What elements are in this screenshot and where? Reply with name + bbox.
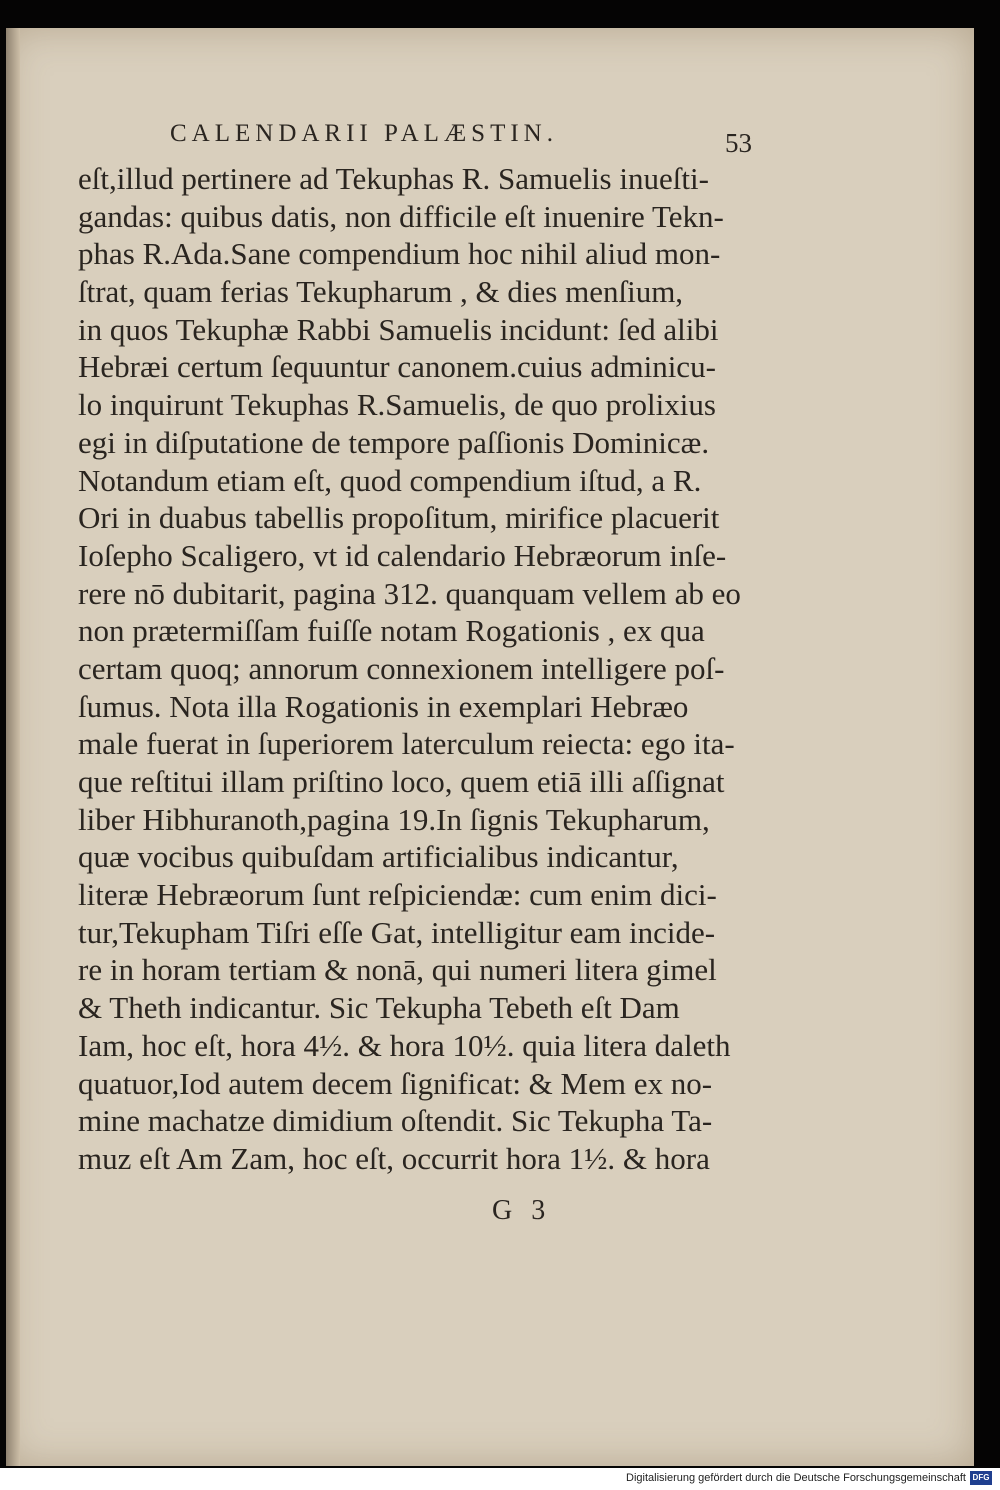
- signature-mark: G 3: [492, 1195, 552, 1226]
- text-line: gandas: quibus datis, non difficile eſt inuenire Tekn-: [78, 198, 724, 234]
- page-number: 53: [725, 128, 752, 158]
- text-line: lo inquirunt Tekuphas R.Samuelis, de quo prolixius: [78, 387, 716, 423]
- text-line: que reſtitui illam priſtino loco, quem etiā illi aſſignat: [78, 764, 725, 799]
- text-line: literæ Hebræorum ſunt reſpiciendæ: cum enim dici-: [78, 877, 717, 913]
- text-line: Ori in duabus tabellis propoſitum, mirifice placuerit: [78, 500, 720, 536]
- text-line: phas R.Ada.Sane compendium hoc nihil aliud mon-: [78, 236, 721, 272]
- page-edge: [6, 28, 20, 1466]
- text-line: ſtrat, quam ferias Tekupharum , & dies menſium,: [78, 274, 684, 310]
- text-line: re in horam tertiam & nonā, qui numeri litera gimel: [78, 952, 717, 988]
- text-line: Notandum etiam eſt, quod compendium iſtud, a R.: [78, 462, 702, 498]
- text-line: Iam, hoc eſt, hora 4½. & hora 10½. quia litera daleth: [78, 1027, 731, 1063]
- text-line: in quos Tekuphæ Rabbi Samuelis incidunt: ſed alibi: [78, 311, 719, 347]
- text-line: quatuor,Iod autem decem ſignificat: & Mem ex no-: [78, 1065, 713, 1101]
- text-line: mine machatze dimidium oſtendit. Sic Tekupha Ta-: [78, 1103, 713, 1139]
- dfg-logo-icon: DFG: [970, 1471, 992, 1485]
- text-line: ſumus. Nota illa Rogationis in exemplari Hebræo: [78, 688, 689, 724]
- text-line: certam quoq; annorum connexionem intelligere poſ-: [78, 650, 725, 686]
- text-line: tur,Tekupham Tiſri eſſe Gat, intelligitur eam incide-: [78, 914, 716, 950]
- text-line: non prætermiſſam fuiſſe notam Rogationis , ex qua: [78, 613, 705, 649]
- text-line: eſt,illud pertinere ad Tekuphas R. Samuelis inueſti-: [78, 161, 709, 196]
- running-head: CALENDARII PALÆSTIN.: [170, 120, 558, 147]
- text-line: Ioſepho Scaligero, vt id calendario Hebræorum inſe-: [78, 537, 727, 573]
- text-line: male fuerat in ſuperiorem laterculum reiecta: ego ita-: [78, 726, 735, 762]
- text-line: muz eſt Am Zam, hoc eſt, occurrit hora 1½. & hora: [78, 1140, 710, 1176]
- body-text: [78, 160, 763, 1178]
- footer-credit: Digitalisierung gefördert durch die Deutsche Forschungsgemeinschaft: [626, 1472, 966, 1484]
- text-line: Hebræi certum ſequuntur canonem.cuius adminicu-: [78, 349, 716, 385]
- text-line: & Theth indicantur. Sic Tekupha Tebeth eſt Dam: [78, 990, 680, 1026]
- text-line: egi in diſputatione de tempore paſſionis Dominicæ.: [78, 424, 710, 460]
- text-line: quæ vocibus quibuſdam artificialibus indicantur,: [78, 839, 679, 875]
- footer-bar: [0, 1468, 1000, 1490]
- text-line: liber Hibhuranoth,pagina 19.In ſignis Tekupharum,: [78, 801, 710, 837]
- text-line: rere nō dubitarit, pagina 312. quanquam vellem ab eo: [78, 575, 741, 611]
